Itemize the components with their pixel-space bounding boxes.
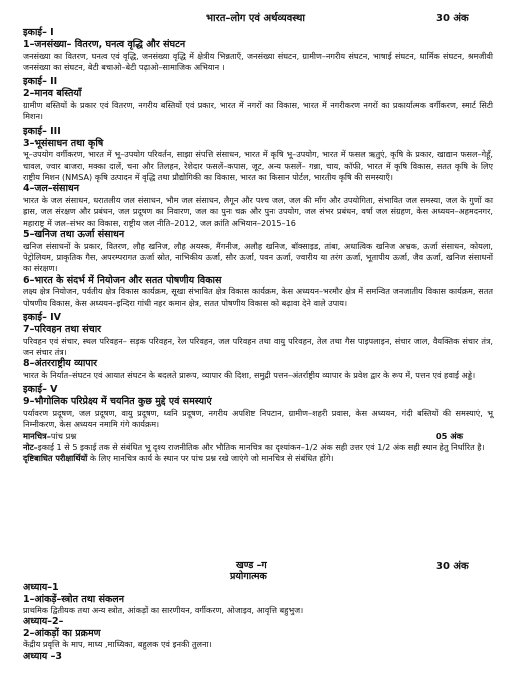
document-title: भारत–लोग एवं अर्थव्यवस्था (206, 13, 305, 24)
practical-content (23, 582, 493, 662)
chapter-heading: अध्याय –3 (23, 650, 62, 662)
note-text: इकाई 1 से 5 इकाई तक से संबंधित भू दृश्य राजनीतिक और भौतिक मानचित्र का दृश्यांकन–1/2 अंक सही उत्तर एवं 1/2 अंक सही स्थान हेतु निर्धारित है। (37, 442, 485, 453)
topic-text: भू–उपयोग वर्गीकरण, भारत में भू–उपयोग परिवर्तन, साझा संपत्ति संसाधन, भारत में कृषि भू–उपयोग, भारत में फसल ऋतुएं, कृषि के प्रकार, खाद्यान फसल–गेहूँ, चावल, ज्वार बाजरा, मक्का दालें, चना और तिलहन, रेशेदार फसलें–कपास, जूट, अन्य फसलें– गन्ना, चाय, कॉफी, भारत में कृषि विकास, सतत कृषि के लिए राष्ट्रीय मिशन (NMSA) कृषि उत्पादन में वृद्धि तथा प्रौद्योगिकी का विकास, भारत का किसान पोर्टल, भारतीय कृषि की समस्याएँ। (23, 149, 493, 182)
unit-heading: इकाई– V (23, 384, 58, 396)
unit-heading: इकाई– IV (23, 312, 62, 324)
topic-text: खनिज संसाधनों के प्रकार, वितरण, लौह खनिज, लौह अयस्क, मैंगनीज, अलौह खनिज, बॉक्साइड, तांबा, अधात्विक खनिज अभ्रक, ऊर्जा संसाधन, कोयला, पेट्रोलियम, प्राकृतिक गैस, अपरम्परागत ऊर्जा स्रोत, नाभिकीय ऊर्जा, सौर ऊर्जा, पवन ऊर्जा, ज्वारीय या तरंग ऊर्जा, भूतापीय ऊर्जा, जैव ऊर्जा, खनिज संसाधनों का संरक्षण। (23, 240, 493, 274)
map-note (23, 442, 493, 453)
topic-heading: 2–आंकड़ों का प्रक्रमण (23, 627, 101, 639)
topic-text: लक्ष्य क्षेत्र नियोजन, पर्वतीय क्षेत्र विकास कार्यक्रम, सूखा संभावित क्षेत्र विकास कार्यक्रम, केस अध्ययन–भरमौर क्षेत्र में समन्वित जनजातीय विकास कार्यक्रम, सतत पोषणीय विकास, केस अध्ययन–इन्दिरा गांधी नहर कमान क्षेत्र, सतत पोषणीय विकास को बढ़ावा देने वाले उपाय। (23, 286, 493, 308)
unit-heading: इकाई– II (23, 76, 58, 88)
topic-text: ग्रामीण बस्तियों के प्रकार एवं वितरण, नगरीय बस्तियों एवं प्रकार, भारत में नगरों का विकास, भारत में नगरीकरण नगरों का प्रकार्यात्मक वर्गीकरण, स्मार्ट सिटी मिशन। (23, 99, 493, 122)
topic-heading: 1–जनसंख्या– वितरण, घनत्व वृद्धि और संघटन (23, 39, 186, 50)
topic-heading: 5–खनिज तथा ऊर्जा संसाधन (23, 229, 125, 241)
topic-text: पर्यावरण प्रदूषण, जल प्रदूषण, वायु प्रदूषण, ध्वनि प्रदूषण, नगरीय अपशिष्ट निपटान, ग्रामीण–शहरी प्रवास, केस अध्ययन, गंदी बस्तियों की समस्याएं, भू निम्नीकरण, केस अध्ययन नमामि गंगे कार्यक्रम। (23, 407, 493, 430)
map-row (23, 431, 493, 442)
map-marks: 05 अंक (435, 430, 463, 441)
section-b-subtitle: प्रयोगात्मक (230, 571, 267, 582)
topic-heading: 6–भारत के संदर्भ में नियोजन और सतत पोषणीय विकास (23, 274, 222, 286)
topic-heading: 4–जल–संसाधन (23, 183, 80, 195)
topic-text: भारत के जल संसाधन, धरातलीय जल संसाधन, भौम जल संसाधन, लैगून और पश्च जल, जल की माँग और उपयोगिता, संभावित जल समस्या, जल के गुणों का ह्रास, जल संरक्षण और प्रबंधन, जल प्रदूषण का निवारण, जल का पुनः चक्र और पुनः उपयोग, जल संभर प्रबंधन, वर्षा जल संग्रहण, केस अध्ययन–अहमदनगर, महाराष्ट्र में जल–संभर का विकास, राष्ट्रीय जल नीति–2012, जल क्रांति अभियान–2015–16 (23, 194, 493, 228)
map-label: मानचित्र– (23, 430, 51, 441)
map-label-rest: पांच प्रश्न (50, 430, 77, 441)
visually-impaired-text: के लिए मानचित्र कार्य के स्थान पर पांच प्रश्न रखे जाएंगे जो मानचित्र से संबंधित होंगे। (87, 453, 334, 464)
topic-text: भारत के निर्यात–संघटन एवं आयात संघटन के बदलते प्रारूप, व्यापार की दिशा, समुद्री पत्तन–अंतर्राष्ट्रीय व्यापार के प्रवेश द्वार के रूप में, पत्तन एवं हवाई अड्डे। (23, 369, 476, 380)
chapter-heading: अध्याय–2– (23, 616, 64, 628)
topic-heading: 2–मानव बस्तियाँ (23, 88, 82, 100)
chapter-heading: अध्याय–1 (23, 582, 59, 593)
topic-heading: 1–आंकड़ें–स्त्रोत तथा संकलन (23, 593, 125, 605)
total-marks: 30 अंक (436, 13, 469, 24)
unit-heading: इकाई– I (23, 27, 54, 38)
visually-impaired-label: दृष्टिबाधित परीक्षार्थियों (23, 453, 88, 464)
topic-heading: 7–परिवहन तथा संचार (23, 324, 102, 336)
note-label: नोट– (23, 442, 38, 453)
section-content (23, 26, 493, 465)
topic-heading: 3–भूसंसाधन तथा कृषि (23, 137, 104, 149)
topic-heading: 9–भौगोलिक परिप्रेक्ष्य में चयनित कुछ मुद्दे एवं समस्याएं (23, 396, 212, 408)
unit-heading: इकाई– III (23, 125, 61, 137)
section-b-marks: 30 अंक (436, 561, 469, 572)
topic-text: परिवहन एवं संचार, स्थल परिवहन– सड़क परिवहन, रेल परिवहन, जल परिवहन तथा वायु परिवहन, तेल तथा गैस पाइपलाइन, संचार जाल, वैयक्तिक संचार तंत्र, जन संचार तंत्र। (23, 335, 493, 357)
topic-text: केंद्रीय प्रवृत्ति के माप, माध्य ,माध्यिका, बहुलक एवं इनकी तुलना। (23, 639, 212, 650)
topic-heading: 8–अंतरराष्ट्रीय व्यापार (23, 358, 98, 370)
section-b-title: खण्ड –ग (236, 560, 267, 571)
visually-impaired-note (23, 453, 493, 464)
topic-text: प्राथमिक द्वितीयक तथा अन्य स्त्रोत, आंकड़ों का सारणीयन, वर्गीकरण, ओजाइव, आवृत्ति बहुभुज। (23, 605, 304, 615)
document-header (0, 10, 516, 24)
topic-text: जनसंख्या का वितरण, घनत्व एवं वृद्धि, जनसंख्या वृद्धि में क्षेत्रीय भिन्नताएँ, जनसंख्या संघटन, ग्रामीण–नगरीय संघटन, भाषाई संघटन, धार्मिक संघटन, श्रमजीवी जनसंख्या का संघटन, बेटी बचाओ–बेटी पढ़ाओ–सामाजिक अभियान । (23, 50, 493, 72)
